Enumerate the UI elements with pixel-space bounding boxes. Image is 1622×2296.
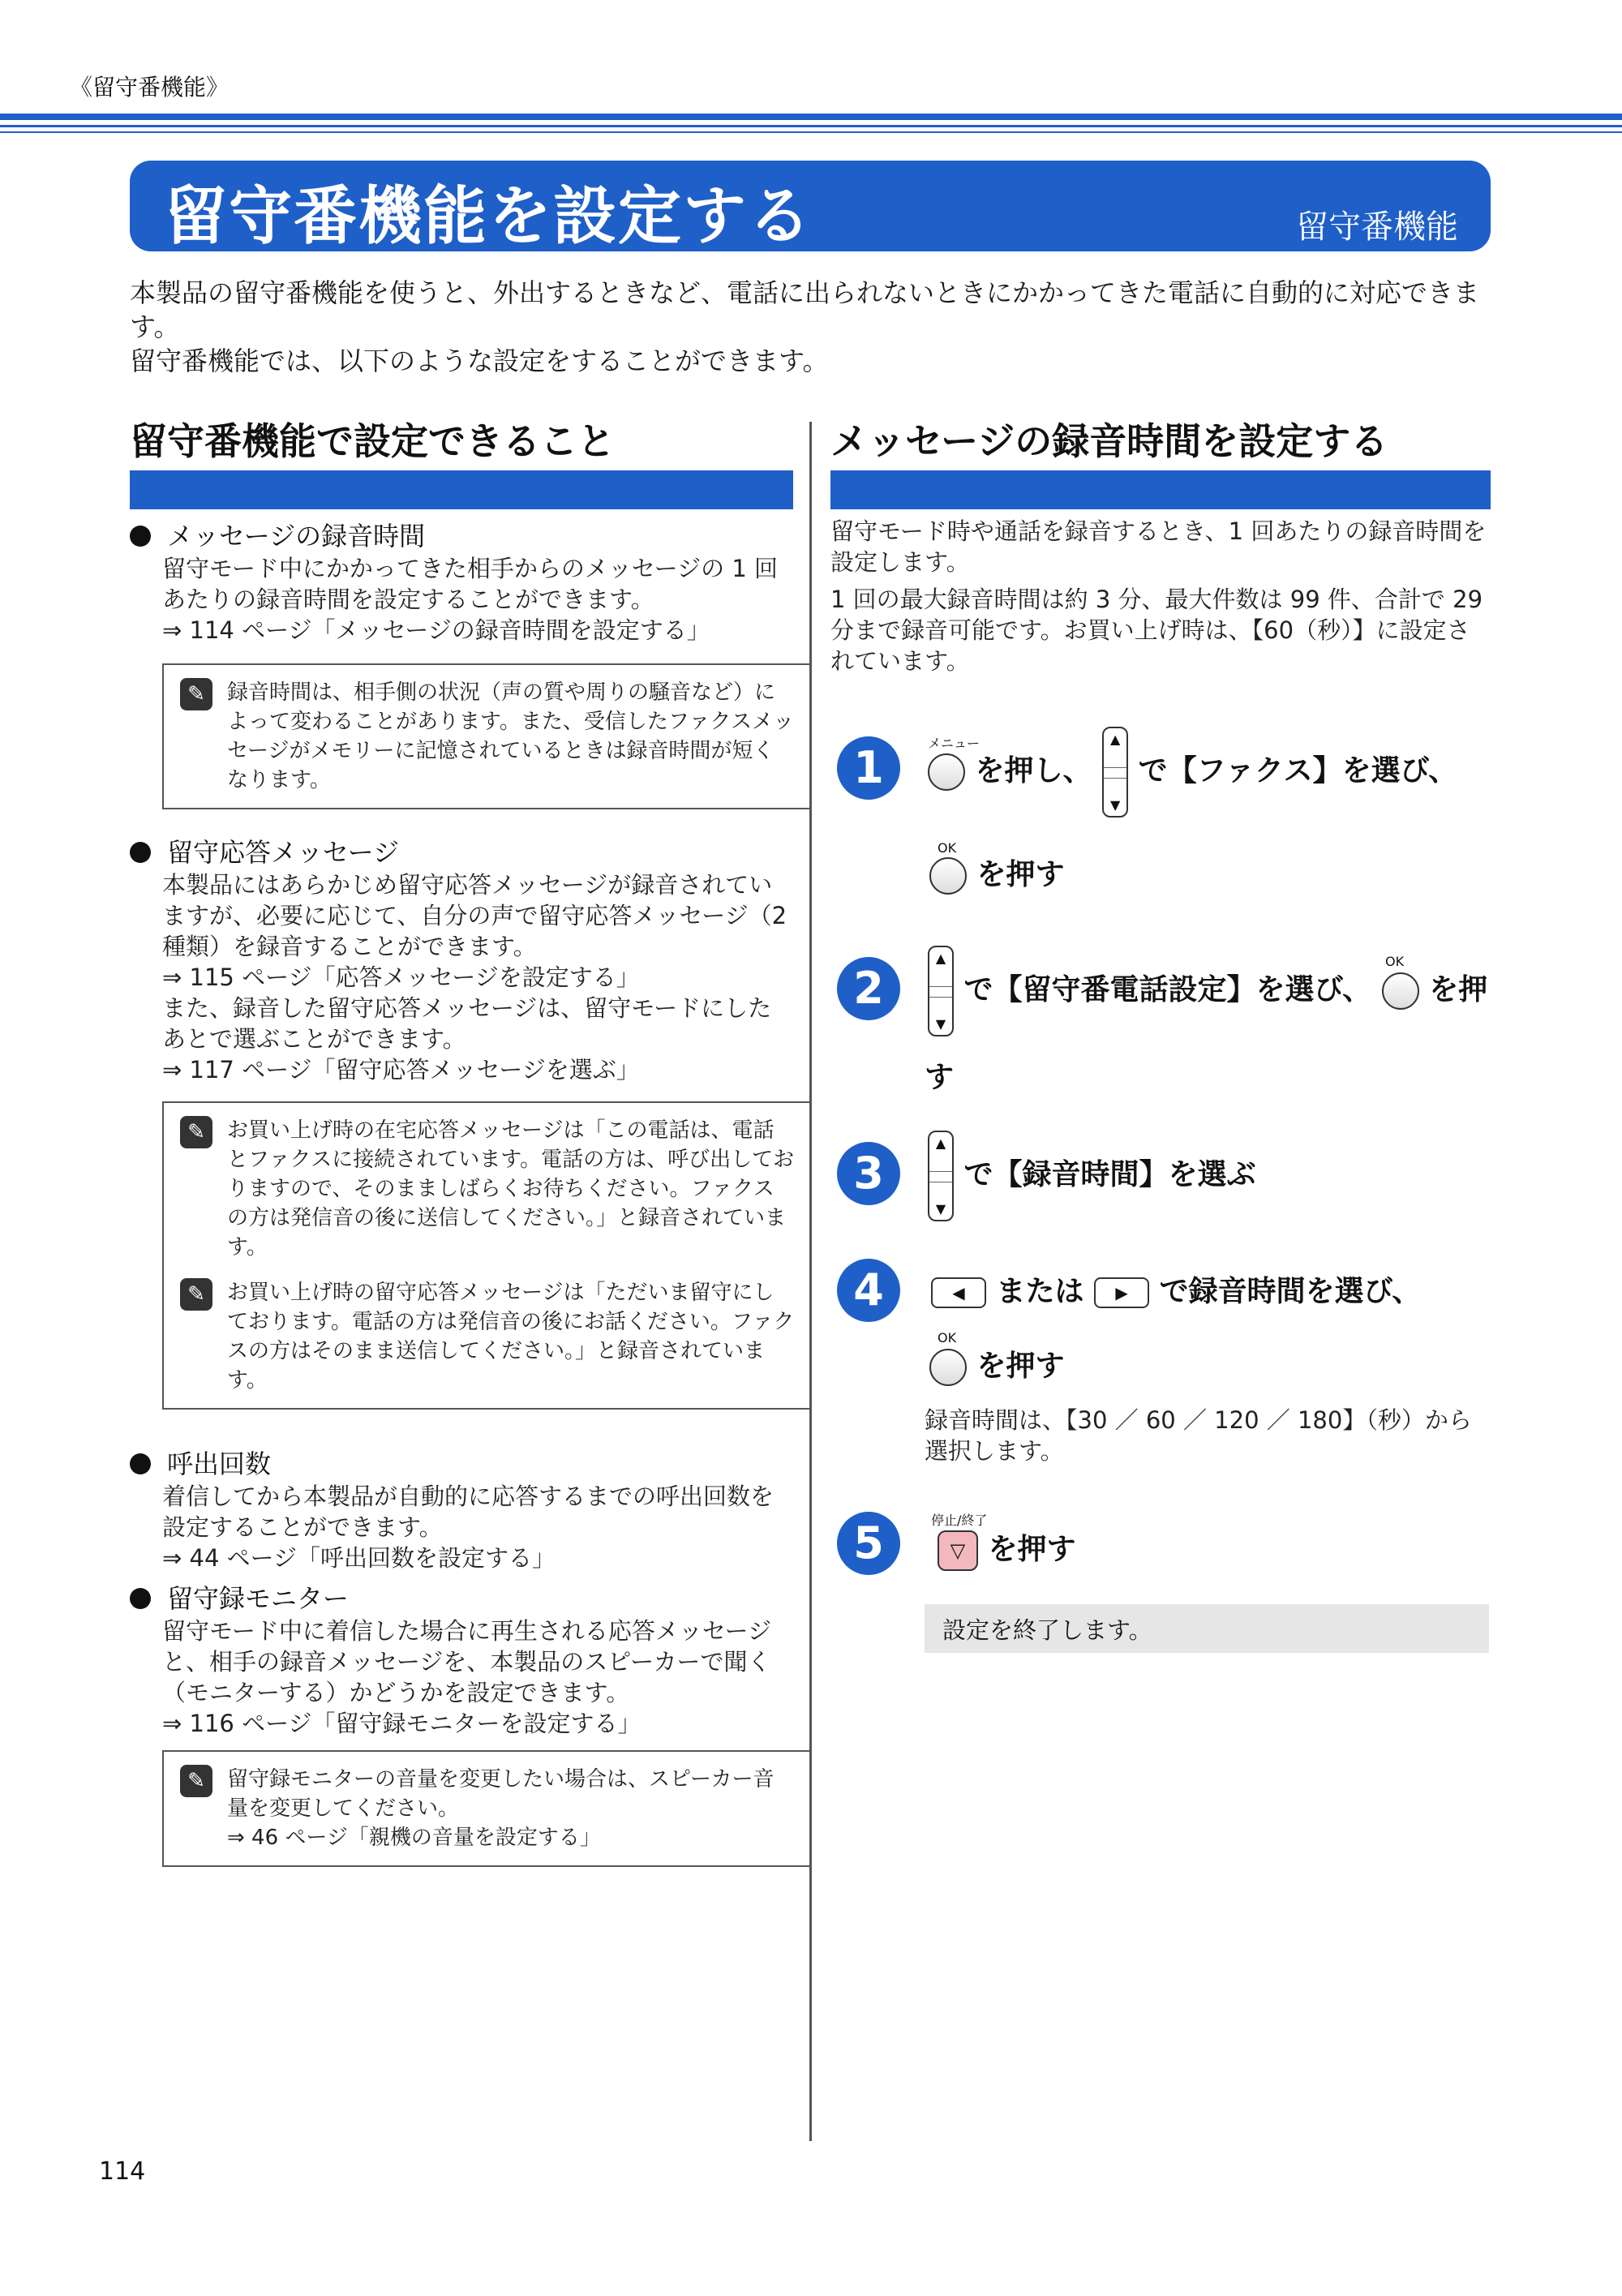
intro-text [130,276,1500,378]
banner-tag: 留守番機能 [1296,208,1458,246]
step-instruction: を押し、 ▲ ▼ で【ファクス】を選び、 [928,727,1457,818]
page-reference: ⇒ 114 ページ「メッセージの録音時間を設定する」 [162,616,710,644]
bullet-icon [130,842,151,863]
ok-button-icon [929,1349,967,1386]
bullet-body: 本製品にはあらかじめ留守応答メッセージが録音されていますが、必要に応じて、自分の声で留守応答メッセージ（2 種類）を録音することができます。 ⇒ 115 ページ「応答メッセージを設定する」 また、録音した留守応答メッセージは、留守モードにしたあとで選ぶことができます。 ⇒ 117 ページ「留守応答メッセージを選ぶ」 [162,869,795,1085]
bullet-icon [130,1588,151,1609]
step-number: 1 [837,736,900,800]
ok-button-icon [929,857,967,895]
step-number: 4 [837,1259,900,1322]
page-reference: ⇒ 46 ページ「親機の音量を設定する」 [227,1826,601,1850]
right-arrow-button-icon: ▶ [1094,1277,1149,1308]
bullet-heading: 留守応答メッセージ [130,832,399,869]
note-box: ✎ 留守録モニターの音量を変更したい場合は、スピーカー音量を変更してください。 ⇒ 46 ページ「親機の音量を設定する」 [162,1750,811,1867]
stop-label: 停止/終了 [931,1513,988,1528]
up-down-rocker-icon: ▲ ▼ [928,1131,954,1221]
up-down-rocker-icon: ▲ ▼ [1102,727,1128,818]
header-rule [0,114,1622,120]
ok-button-icon [1382,972,1419,1010]
intro-paragraph: 留守番機能では、以下のような設定をすることができます。 [130,345,829,376]
ok-label: OK [938,840,957,856]
ok-label: OK [1385,954,1405,969]
step-instruction: ▲ ▼ で【録音時間】を選ぶ [928,1131,1256,1221]
header-rule [0,125,1622,127]
right-intro: 留守モード時や通話を録音するとき、1 回あたりの録音時間を設定します。 1 回の最大録音時間は約 3 分、最大件数は 99 件、合計で 29 分まで録音可能です。お買い上げ時は、【60（秒）】に設定されています。 [830,517,1487,675]
bullet-body: 着信してから本製品が自動的に応答するまでの呼出回数を設定することができます。 ⇒ 44 ページ「呼出回数を設定する」 [162,1481,795,1573]
memo-icon: ✎ [180,678,212,710]
bullet-icon [130,526,151,547]
bullet-heading: メッセージの録音時間 [130,516,425,553]
right-section-title: メッセージの録音時間を設定する [830,419,1388,463]
page-title: 留守番機能を設定する [164,180,813,253]
step-instruction: を押す [929,1343,1065,1386]
memo-icon: ✎ [180,1278,212,1311]
bullet-icon [130,1453,151,1474]
step-instruction: ◀ または ▶ で録音時間を選び、 [931,1268,1421,1310]
bullet-heading: 留守録モニター [130,1578,349,1616]
step-instruction: ▲ ▼ で【留守番電話設定】を選び、 を押 [928,946,1487,1036]
header-section-label: 《留守番機能》 [70,74,230,101]
step-note: 録音時間は、【30 ／ 60 ／ 120 ／ 180】（秒）から選択します。 [925,1406,1472,1465]
bullet-heading: 呼出回数 [130,1444,271,1481]
page-reference: ⇒ 44 ページ「呼出回数を設定する」 [162,1544,556,1572]
step-number: 5 [837,1512,900,1575]
page-reference: ⇒ 117 ページ「留守応答メッセージを選ぶ」 [162,1056,640,1084]
page-reference: ⇒ 116 ページ「留守録モニターを設定する」 [162,1710,642,1737]
left-section-title: 留守番機能で設定できること [130,419,615,463]
step-instruction: ▽ を押す [938,1526,1076,1571]
left-arrow-button-icon: ◀ [931,1277,986,1308]
ok-label: OK [938,1330,957,1345]
menu-label: メニュー [928,736,980,751]
page-reference: ⇒ 115 ページ「応答メッセージを設定する」 [162,963,640,991]
title-banner [130,161,1491,251]
bullet-body: 留守モード中にかかってきた相手からのメッセージの 1 回あたりの録音時間を設定することができます。 ⇒ 114 ページ「メッセージの録音時間を設定する」 [162,553,795,646]
right-section-bar [830,470,1491,509]
note-box: ✎ 録音時間は、相手側の状況（声の質や周りの騒音など）によって変わることがあります。また、受信したファクスメッセージがメモリーに記憶されているときは録音時間が短くなります。 [162,663,811,809]
bullet-body: 留守モード中に着信した場合に再生される応答メッセージと、相手の録音メッセージを、本製品のスピーカーで聞く（モニターする）かどうかを設定できます。 ⇒ 116 ページ「留守録モニターを設定する」 [162,1616,795,1739]
note-box: ✎ お買い上げ時の在宅応答メッセージは「この電話は、電話とファクスに接続されています。電話の方は、呼び出しておりますので、そのまましばらくお待ちください。ファクスの方は発信音の後に送信してください。」と録音されています。 ✎ お買い上げ時の留守応答メッセージは「ただいま留守にしております。電話の方は発信音の後にお話ください。ファクスの方はそのまま送信してください。」と録音されています。 [162,1101,811,1410]
menu-button-icon [928,753,965,791]
left-section-bar [130,470,793,509]
memo-icon: ✎ [180,1116,212,1148]
step-instruction: を押す [929,852,1065,895]
step-number: 2 [837,957,900,1020]
memo-icon: ✎ [180,1765,212,1797]
intro-paragraph: 本製品の留守番機能を使うと、外出するときなど、電話に出られないときにかかってきた電話に自動的に対応できます。 [130,277,1480,342]
step-number: 3 [837,1142,900,1205]
stop-button-icon: ▽ [938,1530,978,1571]
page-number: 114 [99,2157,146,2186]
up-down-rocker-icon: ▲ ▼ [928,946,954,1036]
header-rule [0,131,1622,133]
result-box: 設定を終了します。 [925,1604,1489,1653]
step-instruction-cont: す [925,1061,955,1094]
